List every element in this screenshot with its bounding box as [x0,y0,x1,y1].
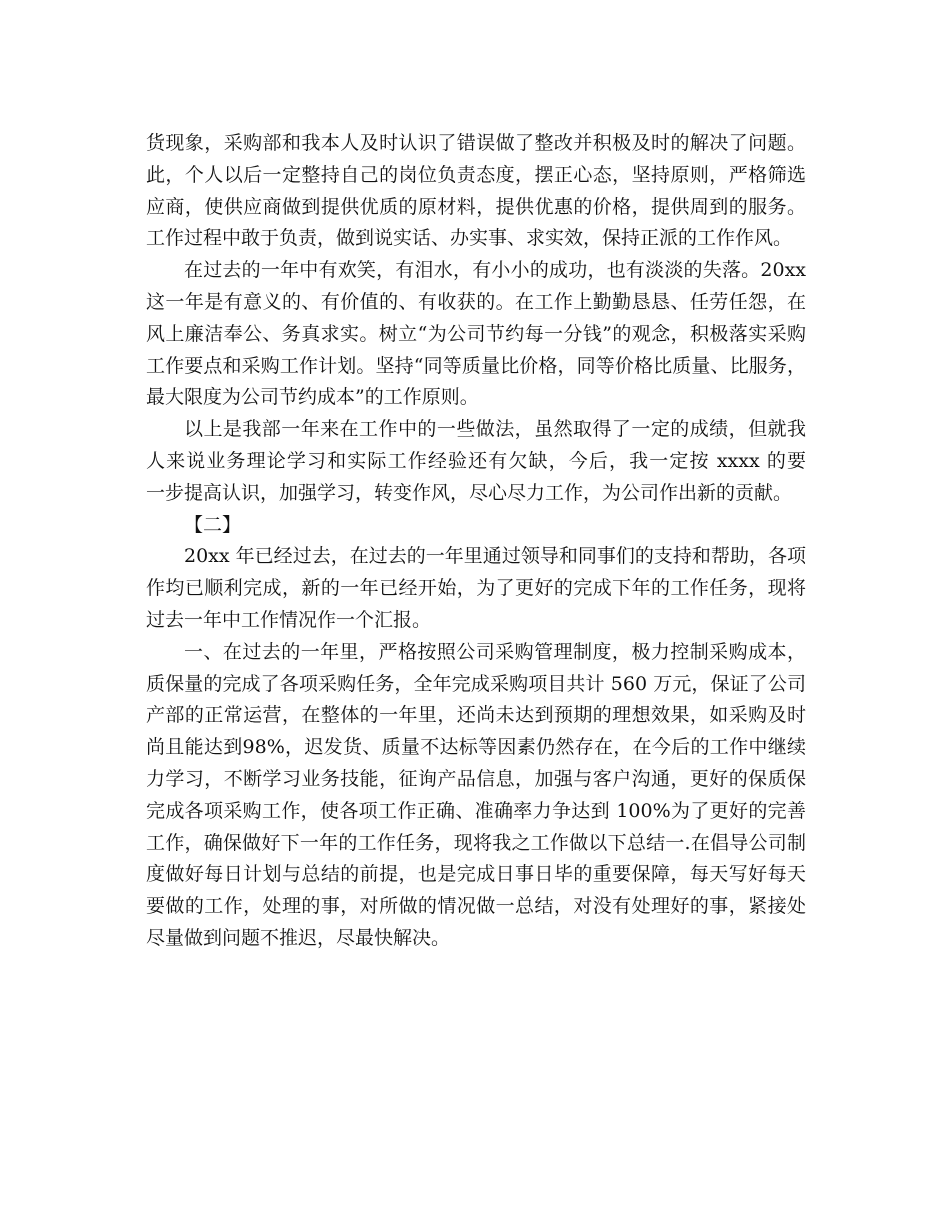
text-line: 应商，使供应商做到提供优质的原材料，提供优惠的价格，提供周到的服务。 [146,195,806,218]
text-line: 质保量的完成了各项采购任务，全年完成采购项目共计 560 万元，保证了公司 [146,672,806,695]
text-line: 度做好每日计划与总结的前提，也是完成日事日毕的重要保障，每天写好每天 [146,863,806,886]
text-line: 货现象，采购部和我本人及时认识了错误做了整改并积极及时的解决了问题。 [146,132,806,154]
text-line: 完成各项采购工作，使各项工作正确、准确率力争达到 100%为了更好的完善 [146,799,806,822]
text-line: 20xx 年已经过去，在过去的一年里通过领导和同事们的支持和帮助，各项 [184,545,806,568]
text-line: 风上廉洁奉公、务真求实。树立“为公司节约每一分钱”的观念，积极落实采购 [146,322,806,345]
text-line: 产部的正常运营，在整体的一年里，还尚未达到预期的理想效果，如采购及时 [146,704,806,727]
text-line: 力学习，不断学习业务技能，征询产品信息，加强与客户沟通，更好的保质保 [146,767,806,790]
text-line: 人来说业务理论学习和实际工作经验还有欠缺，今后，我一定按 xxxx 的要 [146,449,806,472]
text-line: 作均已顺利完成，新的一年已经开始，为了更好的完成下年的工作任务，现将 [146,577,806,600]
text-line: 一步提高认识，加强学习，转变作风，尽心尽力工作，为公司作出新的贡献。 [146,481,793,504]
text-line: 以上是我部一年来在工作中的一些做法，虽然取得了一定的成绩，但就我 [184,418,806,441]
text-line: 工作过程中敢于负责，做到说实话、办实事、求实效，保持正派的工作作风。 [146,227,793,250]
document-body [146,128,806,955]
text-line: 要做的工作，处理的事，对所做的情况做一总结，对没有处理好的事，紧接处 [146,895,806,918]
text-line: 最大限度为公司节约成本”的工作原则。 [146,386,479,409]
text-line: 【二】 [184,513,242,536]
text-line: 在过去的一年中有欢笑，有泪水，有小小的成功，也有淡淡的失落。20xx [184,259,806,282]
text-line: 过去一年中工作情况作一个汇报。 [146,608,432,631]
text-line: 尽量做到问题不推迟，尽最快解决。 [146,926,451,949]
text-line: 一、在过去的一年里，严格按照公司采购管理制度，极力控制采购成本， [184,640,806,663]
text-line: 工作，确保做好下一年的工作任务，现将我之工作做以下总结一.在倡导公司制 [146,831,806,854]
text-line: 这一年是有意义的、有价值的、有收获的。在工作上勤勤恳恳、任劳任怨，在 [146,290,806,313]
text-line: 此，个人以后一定整持自己的岗位负责态度，摆正心态，坚持原则，严格筛选 [146,163,806,186]
text-line: 尚且能达到98%，迟发货、质量不达标等因素仍然存在，在今后的工作中继续 [146,736,806,759]
text-line: 工作要点和采购工作计划。坚持“同等质量比价格，同等价格比质量、比服务， [146,354,806,377]
